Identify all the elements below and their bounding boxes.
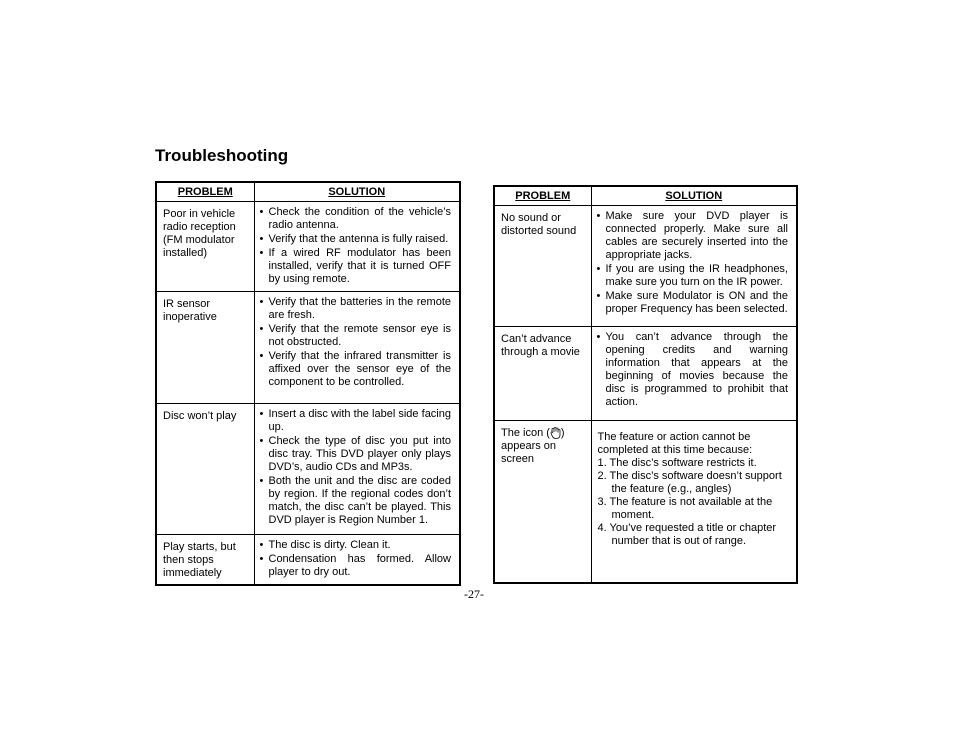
solution-item: • Make sure your DVD player is connected properly. Make sure all cables are securely inserted into the appropriate jacks. <box>596 210 789 262</box>
table-row <box>494 206 797 327</box>
problem-header: PROBLEM <box>156 182 254 202</box>
solution-cell <box>254 404 460 535</box>
solution-header: SOLUTION <box>591 186 797 206</box>
solution-item: • Check the type of disc you put into disc tray. This DVD player only plays DVD’s, audio CDs and MP3s. <box>259 435 452 474</box>
solution-cell <box>591 421 797 583</box>
solution-item: • If a wired RF modulator has been installed, verify that it is turned OFF by using remote. <box>259 247 452 286</box>
page-number: -27- <box>464 587 484 601</box>
solution-item: • Verify that the batteries in the remote are fresh. <box>259 296 452 322</box>
problem-cell: IR sensor inoperative <box>156 292 254 404</box>
table-row <box>156 404 460 535</box>
problem-cell: Poor in vehicle radio reception (FM modulator installed) <box>156 202 254 292</box>
solution-cell <box>591 206 797 327</box>
hand-stop-icon <box>550 427 561 439</box>
table-header-row <box>494 186 797 206</box>
table-row <box>156 535 460 585</box>
solution-item: • Condensation has formed. Allow player to dry out. <box>259 553 452 579</box>
problem-cell: Play starts, but then stops immediately <box>156 535 254 585</box>
solution-cell <box>254 202 460 292</box>
solution-item: 3. The feature is not available at the moment. <box>597 496 773 521</box>
solution-item: • Verify that the antenna is fully raised. <box>259 233 452 246</box>
problem-cell: Disc won’t play <box>156 404 254 535</box>
solution-item: • Verify that the infrared transmitter is affixed over the sensor eye of the component to be controlled. <box>259 350 452 389</box>
solution-item: • The disc is dirty. Clean it. <box>259 539 452 552</box>
page-title: Troubleshooting <box>155 146 289 165</box>
table-row <box>494 421 797 583</box>
table-header-row <box>156 182 460 202</box>
solution-item: 1. The disc’s software restricts it. <box>597 457 757 469</box>
solution-cell <box>254 292 460 404</box>
problem-cell <box>494 421 591 583</box>
problem-text-end: ) appears on screen <box>501 427 565 465</box>
solution-header: SOLUTION <box>254 182 460 202</box>
problem-cell: No sound or distorted sound <box>494 206 591 327</box>
solution-item: • Check the condition of the vehicle’s radio antenna. <box>259 206 452 232</box>
solution-item: • Both the unit and the disc are coded by region. If the regional codes don’t match, the disc can’t be played. This DVD player is Region Number 1. <box>259 475 452 527</box>
problem-cell: Can’t advance through a movie <box>494 327 591 421</box>
solution-item: • Make sure Modulator is ON and the proper Frequency has been selected. <box>596 290 789 316</box>
problem-header: PROBLEM <box>494 186 591 206</box>
problem-text-start: The icon ( <box>501 427 550 439</box>
solution-item: • Verify that the remote sensor eye is not obstructed. <box>259 323 452 349</box>
solution-item: • If you are using the IR headphones, make sure you turn on the IR power. <box>596 263 789 289</box>
solution-item: 2. The disc’s software doesn’t support the feature (e.g., angles) <box>597 470 782 495</box>
troubleshooting-table-right <box>493 185 798 584</box>
solution-cell <box>254 535 460 585</box>
solution-item: • You can’t advance through the opening credits and warning information that appears at the beginning of movies because the disc is programmed to prohibit that action. <box>596 331 789 409</box>
table-row <box>494 327 797 421</box>
solution-item: • Insert a disc with the label side facing up. <box>259 408 452 434</box>
troubleshooting-table-left <box>155 181 461 586</box>
table-row <box>156 292 460 404</box>
solution-intro: The feature or action cannot be completed at this time because: <box>597 431 753 456</box>
solution-item: 4. You’ve requested a title or chapter number that is out of range. <box>597 522 777 547</box>
solution-cell <box>591 327 797 421</box>
table-row <box>156 202 460 292</box>
